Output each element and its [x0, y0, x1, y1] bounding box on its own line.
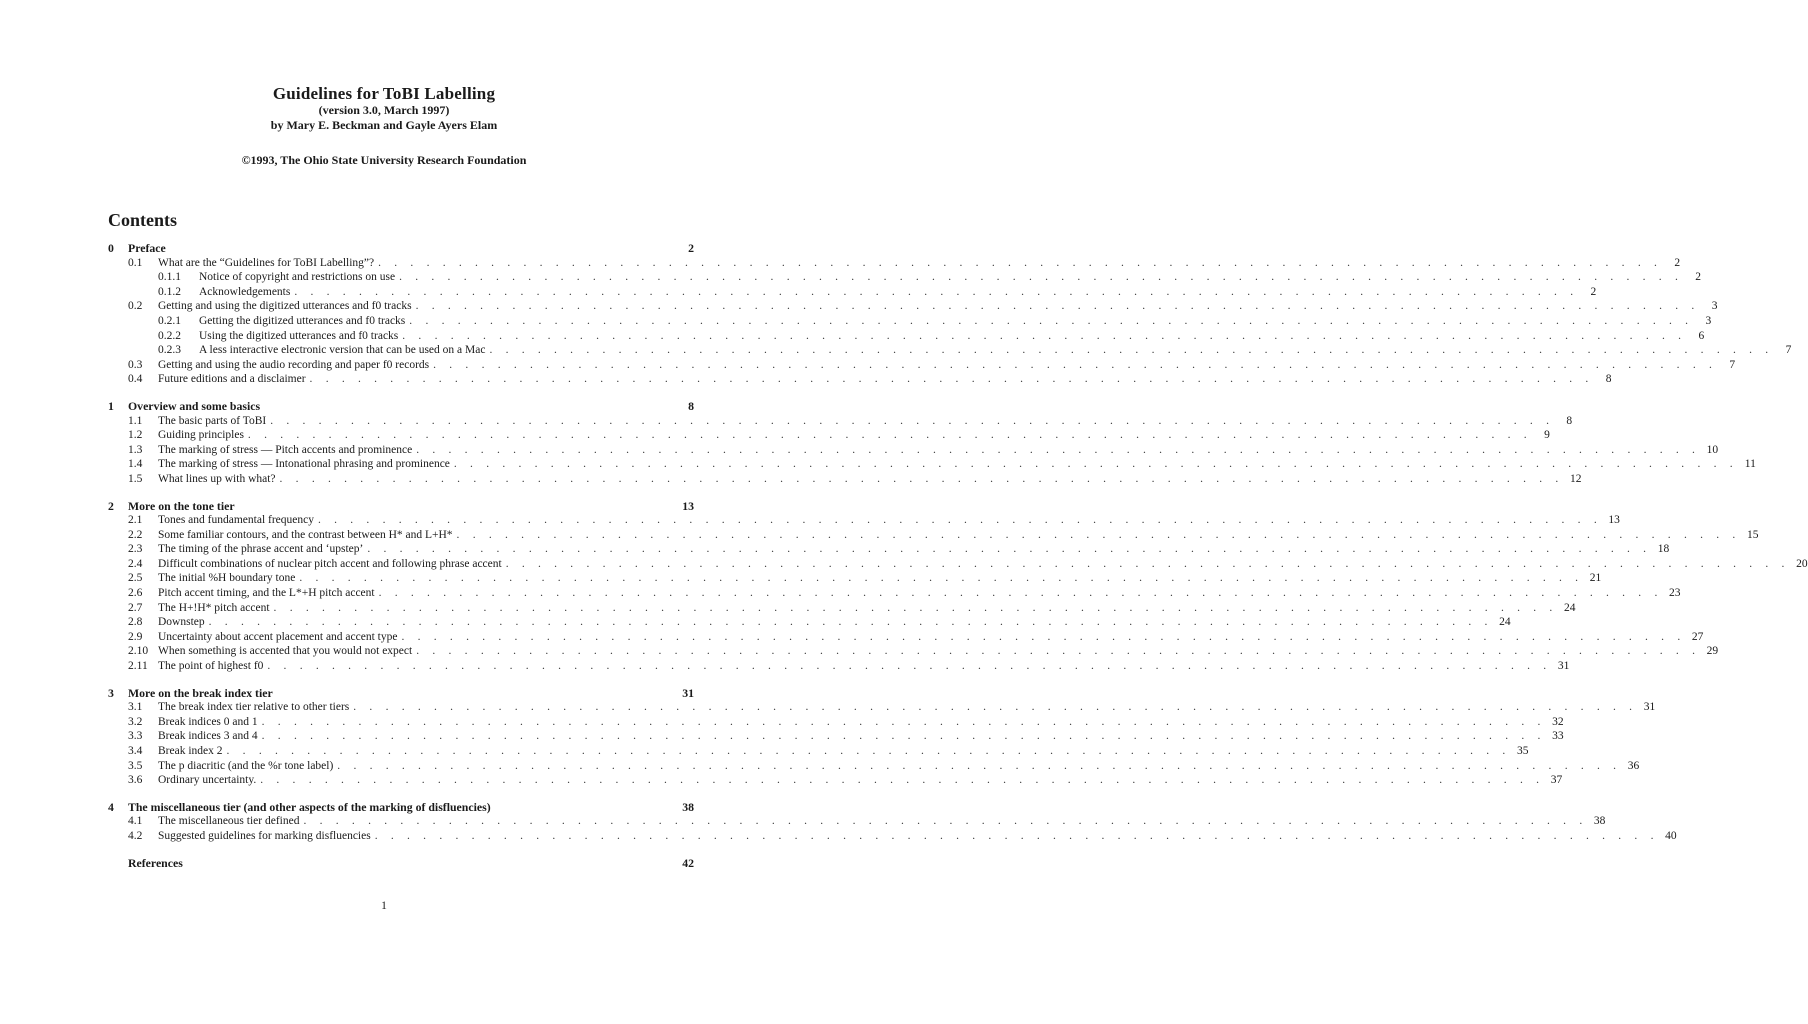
toc-entry-title: Acknowledgements: [199, 285, 291, 298]
toc-dot-leader: . . . . . . . . . . . . . . . . . . . . . . . . . . . . . . . . . . . . . . . . . . . . . . . . . . . . . . . . . . . . . . . . . . . . . . . . . . . . . . . .: [299, 572, 1584, 585]
toc-entry-title: The marking of stress — Intonational phrasing and prominence: [158, 458, 450, 471]
toc-entry-number: 0.4: [128, 373, 143, 386]
toc-section-entry[interactable]: [108, 856, 694, 871]
toc-subsection-entry[interactable]: [108, 329, 1705, 344]
toc-entry-page: 2: [1674, 256, 1681, 269]
toc-entry-number: 2.5: [128, 572, 143, 585]
toc-subsection-entry[interactable]: [108, 285, 1597, 300]
toc-dot-leader: . . . . . . . . . . . . . . . . . . . . . . . . . . . . . . . . . . . . . . . . . . . . . . . . . . . . . . . . . . . . . . . . . . . . . . . . . . . . . . . .: [294, 285, 1579, 298]
toc-entry-number: 2.9: [128, 630, 143, 643]
toc-entry-page: 35: [1516, 745, 1529, 757]
toc-entry-page: 38: [682, 799, 694, 814]
toc-section: [108, 398, 1756, 487]
toc-entry-number: 3: [108, 685, 114, 700]
toc-entry-page: 2: [688, 241, 694, 255]
toc-subsection-entry[interactable]: [108, 814, 1606, 829]
toc-entry-title: The miscellaneous tier defined: [158, 815, 300, 828]
toc-entry-page: 3: [1705, 314, 1712, 327]
toc-dot-leader: . . . . . . . . . . . . . . . . . . . . . . . . . . . . . . . . . . . . . . . . . . . . . . . . . . . . . . . . . . . . . . . . . . . . . . . . . . . . . . . .: [409, 314, 1694, 327]
toc-entry-page: 31: [1643, 701, 1656, 714]
toc-subsection-entry[interactable]: [108, 829, 1677, 844]
toc-entry-page: 12: [1569, 472, 1582, 485]
toc-entry-title: Difficult combinations of nuclear pitch accent and following phrase accent: [158, 557, 502, 570]
toc-entry-number: 1.4: [128, 458, 143, 471]
toc-entry-number: 2.6: [128, 587, 143, 600]
toc-entry-page: 36: [1627, 759, 1640, 772]
toc-entry-title: Break indices 3 and 4: [158, 730, 258, 743]
toc-entry-number: 3.1: [128, 701, 143, 714]
toc-entry-title: Ordinary uncertainty.: [158, 774, 257, 787]
toc-dot-leader: . . . . . . . . . . . . . . . . . . . . . . . . . . . . . . . . . . . . . . . . . . . . . . . . . . . . . . . . . . . . . . . . . . . . . . . . . . . . . . . .: [261, 730, 1546, 743]
toc-entry-title: Some familiar contours, and the contrast between H* and L+H*: [158, 528, 453, 541]
toc-entry-page: 24: [1563, 601, 1576, 614]
toc-entry-page: 31: [682, 685, 694, 700]
toc-entry-page: 8: [1566, 414, 1573, 427]
toc-subsection-entry[interactable]: [108, 715, 1564, 730]
toc-entry-title: The H+!H* pitch accent: [158, 601, 270, 614]
toc-section-entry[interactable]: [108, 686, 694, 701]
toc-section: [108, 685, 1656, 788]
toc-section-entry[interactable]: [108, 241, 694, 256]
toc-entry-page: 27: [1691, 630, 1704, 643]
toc-entry-page: 8: [688, 398, 694, 413]
toc-entry-title: More on the break index tier: [128, 685, 273, 700]
toc-dot-leader: . . . . . . . . . . . . . . . . . . . . . . . . . . . . . . . . . . . . . . . . . . . . . . . . . . . . . . . . . . . . . . . . . . . . . . . . . . . . . . . .: [261, 715, 1546, 728]
toc-dot-leader: . . . . . . . . . . . . . . . . . . . . . . . . . . . . . . . . . . . . . . . . . . . . . . . . . . . . . . . . . . . . . . . . . . . . . . . . . . . . . . . .: [505, 557, 1790, 570]
toc-subsection-entry[interactable]: [108, 428, 1550, 443]
toc-entry-title: What lines up with what?: [158, 472, 276, 485]
toc-entry-page: 33: [1552, 730, 1564, 743]
document-copyright: ©1993, The Ohio State University Research Foundation: [241, 153, 527, 167]
toc-subsection-entry[interactable]: [108, 571, 1602, 586]
toc-dot-leader: . . . . . . . . . . . . . . . . . . . . . . . . . . . . . . . . . . . . . . . . . . . . . . . . . . . . . . . . . . . . . . . . . . . . . . . . . . . . . . . .: [309, 373, 1594, 386]
toc-entry-page: 2: [1695, 271, 1702, 284]
toc-entry-number: 2.11: [128, 660, 148, 673]
contents-heading: Contents: [108, 210, 178, 230]
toc-dot-leader: . . . . . . . . . . . . . . . . . . . . . . . . . . . . . . . . . . . . . . . . . . . . . . . . . . . . . . . . . . . . . . . . . . . . . . . . . . . . . . . .: [374, 829, 1659, 842]
toc-entry-title: What are the “Guidelines for ToBI Labelling”?: [158, 256, 375, 269]
toc-subsection-entry[interactable]: [108, 256, 1681, 271]
toc-dot-leader: . . . . . . . . . . . . . . . . . . . . . . . . . . . . . . . . . . . . . . . . . . . . . . . . . . . . . . . . . . . . . . . . . . . . . . . . . . . . . . . .: [401, 630, 1686, 643]
toc-entry-number: 4.2: [128, 829, 143, 842]
toc-dot-leader: . . . . . . . . . . . . . . . . . . . . . . . . . . . . . . . . . . . . . . . . . . . . . . . . . . . . . . . . . . . . . . . . . . . . . . . . . . . . . . . .: [317, 514, 1602, 527]
toc-entry-title: More on the tone tier: [128, 498, 235, 513]
toc-entry-page: 15: [1746, 528, 1759, 541]
toc-entry-title: Guiding principles: [158, 429, 244, 442]
toc-entry-number: 0.2: [128, 300, 143, 313]
document-title: Guidelines for ToBI Labelling: [272, 84, 496, 103]
toc-subsection-entry[interactable]: [108, 472, 1582, 487]
toc-entry-page: 37: [1550, 774, 1563, 787]
toc-dot-leader: . . . . . . . . . . . . . . . . . . . . . . . . . . . . . . . . . . . . . . . . . . . . . . . . . . . . . . . . . . . . . . . . . . . . . . . . . . . . . . . .: [402, 329, 1687, 342]
toc-subsection-entry[interactable]: [108, 773, 1563, 788]
toc-entry-number: 2.2: [128, 528, 143, 541]
toc-subsection-entry[interactable]: [108, 759, 1640, 774]
toc-entry-number: 2.4: [128, 557, 143, 570]
toc-dot-leader: . . . . . . . . . . . . . . . . . . . . . . . . . . . . . . . . . . . . . . . . . . . . . . . . . . . . . . . . . . . . . . . . . . . . . . . . . . . . . . . .: [279, 472, 1564, 485]
toc-dot-leader: . . . . . . . . . . . . . . . . . . . . . . . . . . . . . . . . . . . . . . . . . . . . . . . . . . . . . . . . . . . . . . . . . . . . . . . . . . . . . . . .: [399, 271, 1684, 284]
toc-entry-number: 3.6: [128, 774, 143, 787]
toc-entry-title: Overview and some basics: [128, 398, 261, 413]
toc-dot-leader: . . . . . . . . . . . . . . . . . . . . . . . . . . . . . . . . . . . . . . . . . . . . . . . . . . . . . . . . . . . . . . . . . . . . . . . . . . . . . . . .: [208, 616, 1493, 629]
toc-dot-leader: . . . . . . . . . . . . . . . . . . . . . . . . . . . . . . . . . . . . . . . . . . . . . . . . . . . . . . . . . . . . . . . . . . . . . . . . . . . . . . . .: [416, 645, 1701, 658]
toc-entry-page: 42: [682, 855, 694, 870]
toc-subsection-entry[interactable]: [108, 457, 1756, 472]
toc-entry-title: The timing of the phrase accent and ‘upstep’: [158, 543, 364, 556]
toc-entry-number: 1.3: [128, 443, 143, 456]
toc-entry-number: 3.5: [128, 759, 143, 772]
toc-entry-page: 20: [1796, 557, 1808, 570]
toc-entry-number: 0.2.1: [158, 314, 181, 327]
toc-subsection-entry[interactable]: [108, 615, 1511, 630]
toc-entry-title: Using the digitized utterances and f0 tracks: [199, 329, 399, 342]
toc-dot-leader: . . . . . . . . . . . . . . . . . . . . . . . . . . . . . . . . . . . . . . . . . . . . . . . . . . . . . . . . . . . . . . . . . . . . . . . . . . . . . . . .: [226, 745, 1511, 757]
toc-entry-page: 18: [1657, 543, 1670, 556]
toc-entry-number: 1.5: [128, 472, 143, 485]
toc-entry-number: 2.10: [128, 645, 149, 658]
toc-entry-title: Suggested guidelines for marking disfluencies: [158, 829, 371, 842]
toc-entry-page: 32: [1552, 715, 1564, 728]
toc-subsection-entry[interactable]: [108, 542, 1670, 557]
toc-entry-number: 4.1: [128, 815, 143, 828]
toc-entry-title: Break indices 0 and 1: [158, 715, 258, 728]
toc-entry-page: 7: [1785, 344, 1792, 357]
toc-entry-title: Getting and using the digitized utterances and f0 tracks: [158, 300, 412, 313]
toc-subsection-entry[interactable]: [108, 586, 1681, 601]
toc-entry-number: 2.3: [128, 543, 143, 556]
toc-dot-leader: . . . . . . . . . . . . . . . . . . . . . . . . . . . . . . . . . . . . . . . . . . . . . . . . . . . . . . . . . . . . . . . . . . . . . . . . . . . . . . . .: [353, 701, 1638, 714]
toc-dot-leader: . . . . . . . . . . . . . . . . . . . . . . . . . . . . . . . . . . . . . . . . . . . . . . . . . . . . . . . . . . . . . . . . . . . . . . . . . . . . . . . .: [270, 414, 1555, 427]
toc-entry-page: 24: [1499, 616, 1511, 629]
toc-dot-leader: . . . . . . . . . . . . . . . . . . . . . . . . . . . . . . . . . . . . . . . . . . . . . . . . . . . . . . . . . . . . . . . . . . . . . . . . . . . . . . . .: [267, 660, 1552, 673]
toc-dot-leader: . . . . . . . . . . . . . . . . . . . . . . . . . . . . . . . . . . . . . . . . . . . . . . . . . . . . . . . . . . . . . . . . . . . . . . . . . . . . . . . .: [416, 443, 1701, 456]
toc-entry-page: 29: [1706, 645, 1719, 658]
toc-entry-title: Break index 2: [158, 745, 223, 757]
toc-entry-page: 40: [1665, 829, 1677, 842]
toc-entry-number: 2.7: [128, 601, 143, 614]
toc-entry-page: 2: [1590, 285, 1597, 298]
toc-dot-leader: . . . . . . . . . . . . . . . . . . . . . . . . . . . . . . . . . . . . . . . . . . . . . . . . . . . . . . . . . . . . . . . . . . . . . . . . . . . . . . . .: [456, 528, 1741, 541]
toc-section-entry[interactable]: [108, 399, 694, 414]
toc-dot-leader: . . . . . . . . . . . . . . . . . . . . . . . . . . . . . . . . . . . . . . . . . . . . . . . . . . . . . . . . . . . . . . . . . . . . . . . . . . . . . . . .: [337, 759, 1622, 772]
toc-section: [108, 856, 694, 871]
toc-subsection-entry[interactable]: [108, 729, 1564, 744]
toc-dot-leader: . . . . . . . . . . . . . . . . . . . . . . . . . . . . . . . . . . . . . . . . . . . . . . . . . . . . . . . . . . . . . . . . . . . . . . . . . . . . . . . .: [260, 774, 1545, 787]
toc-subsection-entry[interactable]: [108, 513, 1620, 528]
toc-entry-number: 2: [108, 498, 114, 513]
toc-subsection-entry[interactable]: [108, 528, 1759, 543]
toc-entry-number: 1: [108, 398, 114, 413]
toc-dot-leader: . . . . . . . . . . . . . . . . . . . . . . . . . . . . . . . . . . . . . . . . . . . . . . . . . . . . . . . . . . . . . . . . . . . . . . . . . . . . . . . .: [273, 601, 1558, 614]
toc-entry-page: 13: [682, 498, 694, 513]
document-authors: by Mary E. Beckman and Gayle Ayers Elam: [270, 118, 498, 132]
toc-entry-page: 8: [1605, 373, 1612, 386]
toc-subsection-entry[interactable]: [108, 630, 1704, 645]
toc-entry-page: 9: [1544, 429, 1550, 442]
toc-entry-number: 0.3: [128, 358, 143, 371]
toc-subsection-entry[interactable]: [108, 659, 1570, 674]
toc-entry-page: 38: [1593, 815, 1606, 828]
toc-entry-title: Downstep: [158, 616, 205, 629]
toc-subsection-entry[interactable]: [108, 644, 1719, 659]
toc-entry-number: 0: [108, 241, 114, 255]
toc-subsection-entry[interactable]: [108, 443, 1719, 458]
toc-entry-page: 3: [1711, 300, 1718, 313]
toc-entry-title: Notice of copyright and restrictions on use: [199, 271, 396, 284]
table-of-contents: [108, 241, 1808, 882]
toc-entry-number: 4: [108, 799, 114, 814]
toc-entry-title: References: [128, 855, 183, 870]
toc-entry-number: 0.1.2: [158, 285, 181, 298]
toc-entry-title: The point of highest f0: [158, 660, 264, 673]
toc-subsection-entry[interactable]: [108, 414, 1573, 429]
toc-entry-title: The marking of stress — Pitch accents and prominence: [158, 443, 413, 456]
toc-entry-title: Tones and fundamental frequency: [158, 514, 314, 527]
toc-entry-number: 2.8: [128, 616, 143, 629]
toc-section: [108, 498, 1808, 674]
toc-subsection-entry[interactable]: [108, 314, 1712, 329]
toc-entry-page: 10: [1706, 443, 1719, 456]
toc-entry-title: Getting the digitized utterances and f0 tracks: [199, 314, 406, 327]
toc-dot-leader: . . . . . . . . . . . . . . . . . . . . . . . . . . . . . . . . . . . . . . . . . . . . . . . . . . . . . . . . . . . . . . . . . . . . . . . . . . . . . . . .: [415, 300, 1700, 313]
toc-entry-title: Preface: [128, 241, 166, 255]
toc-section-entry[interactable]: [108, 499, 694, 514]
toc-dot-leader: . . . . . . . . . . . . . . . . . . . . . . . . . . . . . . . . . . . . . . . . . . . . . . . . . . . . . . . . . . . . . . . . . . . . . . . . . . . . . . . .: [367, 543, 1652, 556]
toc-entry-page: 7: [1729, 358, 1736, 371]
toc-entry-title: The break index tier relative to other tiers: [158, 701, 350, 714]
toc-entry-number: 0.2.3: [158, 344, 181, 357]
toc-dot-leader: . . . . . . . . . . . . . . . . . . . . . . . . . . . . . . . . . . . . . . . . . . . . . . . . . . . . . . . . . . . . . . . . . . . . . . . . . . . . . . . .: [489, 344, 1774, 357]
toc-subsection-entry[interactable]: [108, 299, 1718, 314]
toc-entry-title: A less interactive electronic version that can be used on a Mac: [199, 344, 486, 357]
toc-dot-leader: . . . . . . . . . . . . . . . . . . . . . . . . . . . . . . . . . . . . . . . . . . . . . . . . . . . . . . . . . . . . . . . . . . . . . . . . . . . . . . . .: [378, 256, 1663, 269]
toc-section-entry[interactable]: [108, 800, 694, 815]
toc-subsection-entry[interactable]: [108, 700, 1656, 715]
toc-entry-title: When something is accented that you would not expect: [158, 645, 413, 658]
toc-subsection-entry[interactable]: [108, 358, 1736, 373]
toc-entry-title: The basic parts of ToBI: [158, 414, 267, 427]
toc-subsection-entry[interactable]: [108, 372, 1612, 387]
toc-entry-title: Future editions and a disclaimer: [158, 373, 306, 386]
toc-dot-leader: . . . . . . . . . . . . . . . . . . . . . . . . . . . . . . . . . . . . . . . . . . . . . . . . . . . . . . . . . . . . . . . . . . . . . . . . . . . . . . . .: [378, 587, 1663, 600]
toc-entry-page: 6: [1698, 329, 1705, 342]
toc-section: [108, 241, 1792, 387]
toc-entry-number: 3.3: [128, 730, 143, 743]
toc-dot-leader: . . . . . . . . . . . . . . . . . . . . . . . . . . . . . . . . . . . . . . . . . . . . . . . . . . . . . . . . . . . . . . . . . . . . . . . . . . . . . . . .: [303, 815, 1588, 828]
toc-entry-page: 11: [1744, 458, 1756, 471]
document-version: (version 3.0, March 1997): [318, 103, 450, 117]
toc-dot-leader: . . . . . . . . . . . . . . . . . . . . . . . . . . . . . . . . . . . . . . . . . . . . . . . . . . . . . . . . . . . . . . . . . . . . . . . . . . . . . . . .: [453, 458, 1738, 471]
toc-entry-number: 1.1: [128, 414, 143, 427]
toc-entry-number: 3.4: [128, 745, 143, 757]
toc-subsection-entry[interactable]: [108, 744, 1529, 759]
toc-entry-page: 31: [1557, 660, 1570, 673]
toc-entry-page: 13: [1608, 514, 1620, 527]
toc-entry-number: 3.2: [128, 715, 143, 728]
toc-entry-title: The p diacritic (and the %r tone label): [158, 759, 334, 772]
toc-entry-title: The miscellaneous tier (and other aspects of the marking of disfluencies): [128, 799, 491, 814]
toc-entry-page: 23: [1669, 587, 1681, 600]
toc-entry-number: 0.1.1: [158, 271, 181, 284]
toc-subsection-entry[interactable]: [108, 270, 1702, 285]
toc-dot-leader: . . . . . . . . . . . . . . . . . . . . . . . . . . . . . . . . . . . . . . . . . . . . . . . . . . . . . . . . . . . . . . . . . . . . . . . . . . . . . . . .: [433, 358, 1718, 371]
toc-entry-number: 0.2.2: [158, 329, 181, 342]
toc-section: [108, 799, 1677, 844]
toc-entry-title: Uncertainty about accent placement and accent type: [158, 630, 398, 643]
toc-subsection-entry[interactable]: [108, 557, 1808, 572]
toc-entry-title: Getting and using the audio recording and paper f0 records: [158, 358, 430, 371]
toc-entry-title: The initial %H boundary tone: [158, 572, 296, 585]
toc-entry-number: 1.2: [128, 429, 143, 442]
toc-entry-title: Pitch accent timing, and the L*+H pitch accent: [158, 587, 375, 600]
toc-subsection-entry[interactable]: [108, 343, 1792, 358]
toc-entry-number: 0.1: [128, 256, 143, 269]
toc-dot-leader: . . . . . . . . . . . . . . . . . . . . . . . . . . . . . . . . . . . . . . . . . . . . . . . . . . . . . . . . . . . . . . . . . . . . . . . . . . . . . . . .: [247, 429, 1532, 442]
page-number: 1: [381, 900, 387, 912]
toc-entry-number: 2.1: [128, 514, 143, 527]
toc-entry-page: 21: [1589, 572, 1602, 585]
toc-subsection-entry[interactable]: [108, 601, 1576, 616]
